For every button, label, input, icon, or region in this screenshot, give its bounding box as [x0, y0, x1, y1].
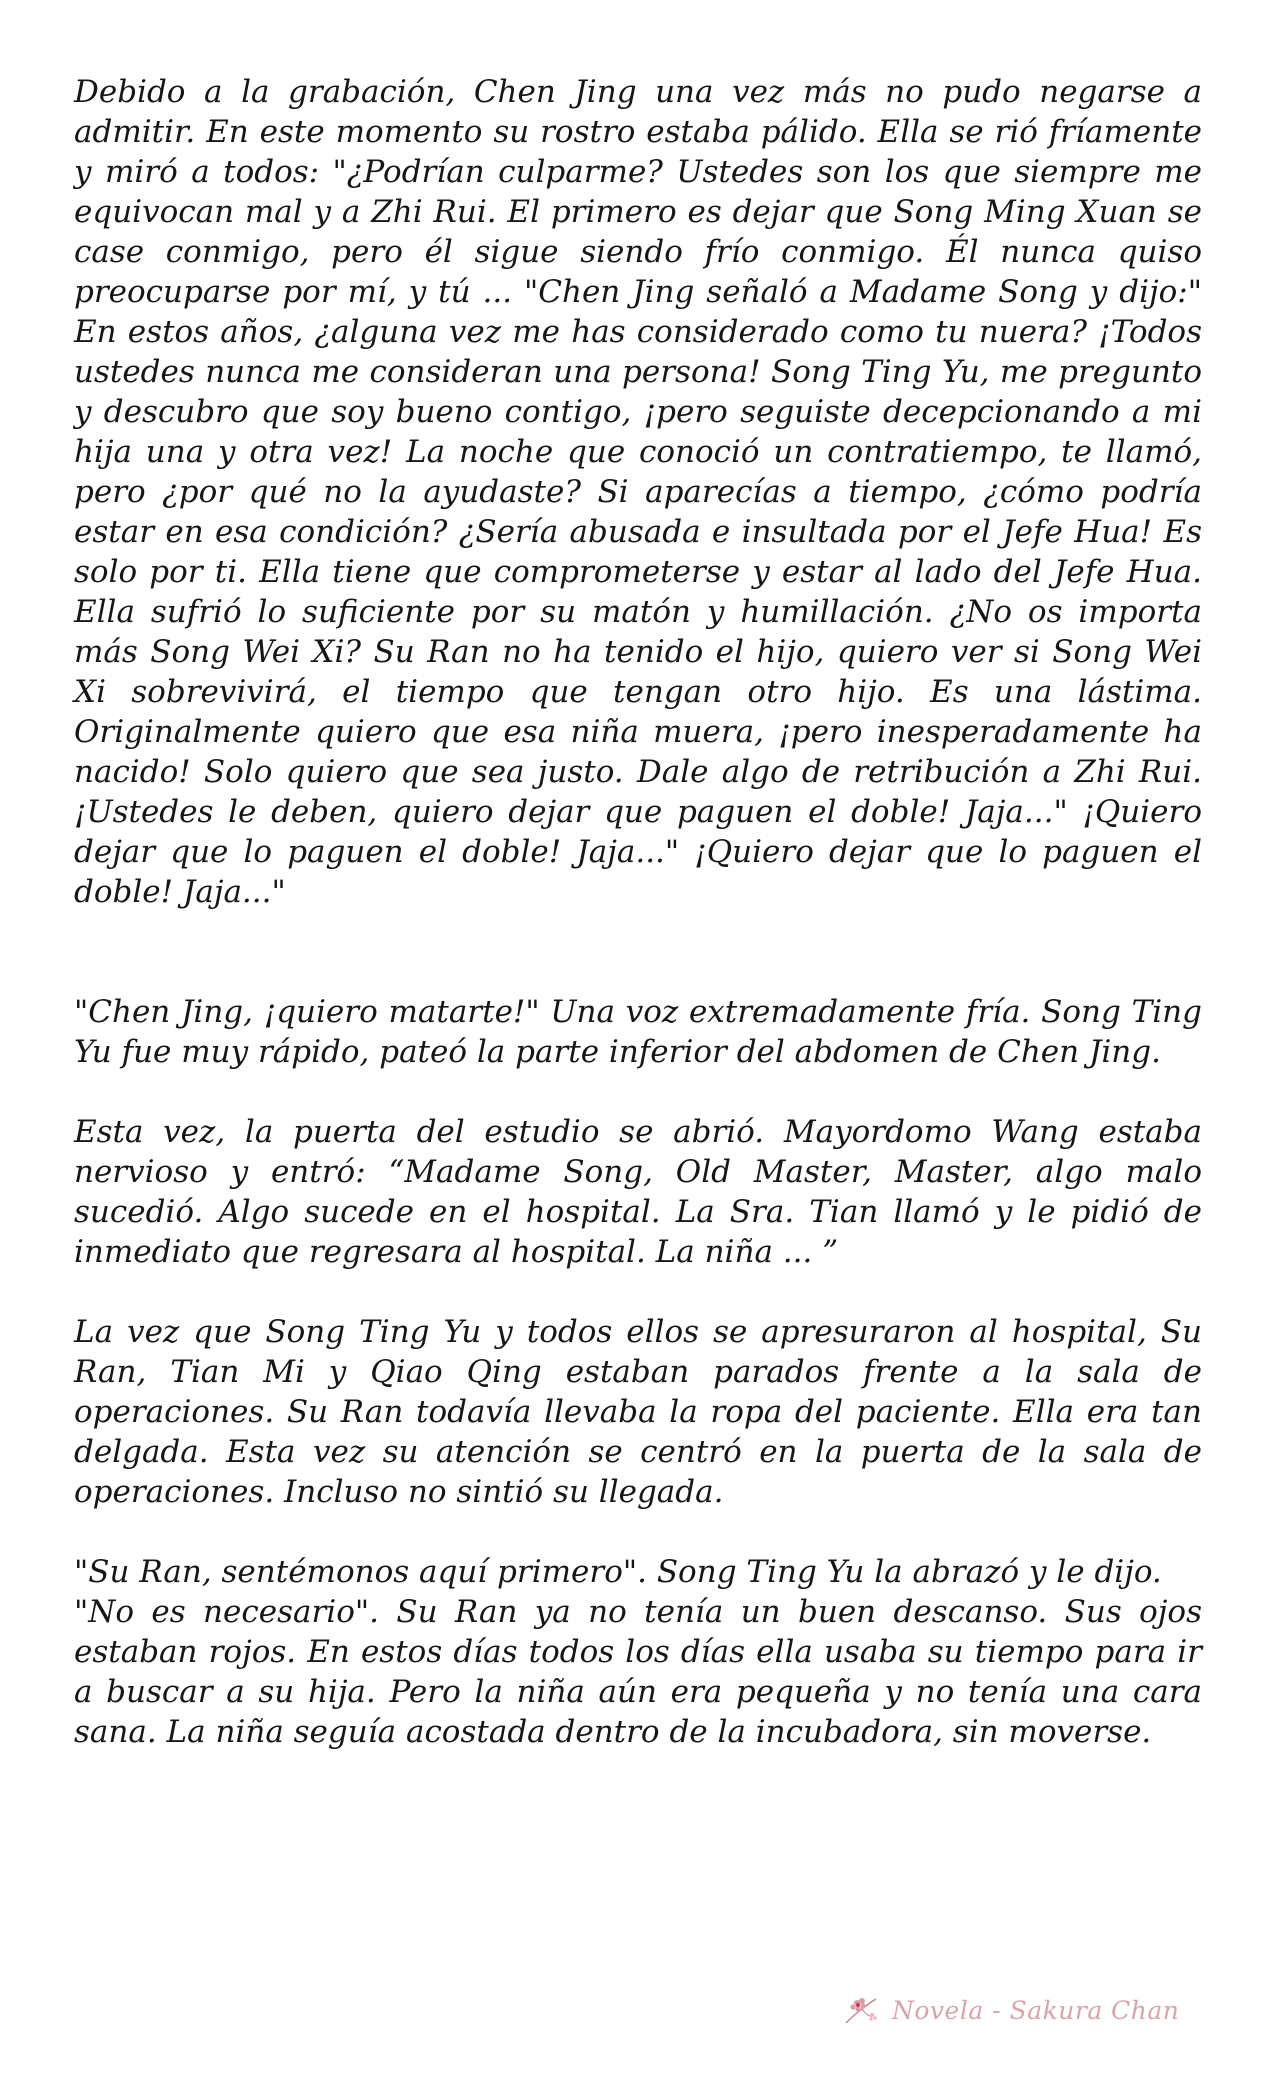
sakura-blossom-icon [842, 1993, 880, 2027]
paragraph-incubator: "No es necesario". Su Ran ya no tenía un buen descanso. Sus ojos estaban rojos. En estos días todos los días ella usaba su tiempo para ir a buscar a su hija. Pero la niña aún era pequeña y no tenía una cara sana. La niña seguía acostada dentro de la incubadora, sin moverse. [74, 1594, 1202, 1750]
paragraph-hospital-arrival: La vez que Song Ting Yu y todos ellos se apresuraron al hospital, Su Ran, Tian Mi y Qiao Qing estaban parados frente a la sala de operaciones. Su Ran todavía llevaba la ropa del paciente. Ella era tan delgada. Esta vez su atención se centró en la puerta de la sala de operaciones. Incluso no sintió su llegada. [74, 1314, 1202, 1510]
paragraph-recording-confession: Debido a la grabación, Chen Jing una vez más no pudo negarse a admitir. En este momento su rostro estaba pálido. Ella se rió fríamente y miró a todos: "¿Podrían culparme? Ustedes son los que siempre me equivocan mal y a Zhi Rui. El primero es dejar que Song Ming Xuan se case conmigo, pero él sigue siendo frío conmigo. Él nunca quiso preocuparse por mí, y tú ... "Chen Jing señaló a Madame Song y dijo:" En estos años, ¿alguna vez me has considerado como tu nuera? ¡Todos ustedes nunca me consideran una persona! Song Ting Yu, me pregunto y descubro que soy bueno contigo, ¡pero seguiste decepcionando a mi hija una y otra vez! La noche que conoció un contratiempo, te llamó, pero ¿por qué no la ayudaste? Si aparecías a tiempo, ¿cómo podría estar en esa condición? ¿Sería abusada e insultada por el Jefe Hua! Es solo por ti. Ella tiene que comprometerse y estar al lado del Jefe Hua. Ella sufrió lo suficiente por su matón y humillación. ¿No os importa más Song Wei Xi? Su Ran no ha tenido el hijo, quiero ver si Song Wei Xi sobrevivirá, el tiempo que tengan otro hijo. Es una lástima. Originalmente quiero que esa niña muera, ¡pero inesperadamente ha nacido! Solo quiero que sea justo. Dale algo de retribución a Zhi Rui. ¡Ustedes le deben, quiero dejar que paguen el doble! Jaja..." ¡Quiero dejar que lo paguen el doble! Jaja..." ¡Quiero dejar que lo paguen el doble! Jaja..." [74, 74, 1202, 910]
paragraph-butler-wang: Esta vez, la puerta del estudio se abrió. Mayordomo Wang estaba nervioso y entró: “Madame Song, Old Master, Master, algo malo sucedió. Algo sucede en el hospital. La Sra. Tian llamó y le pidió de inmediato que regresara al hospital. La niña ... ” [74, 1114, 1202, 1270]
paragraph-sit-down: "Su Ran, sentémonos aquí primero". Song Ting Yu la abrazó y le dijo. [74, 1554, 1162, 1590]
document-body [74, 72, 1202, 1752]
paragraph-chen-jing-kick: "Chen Jing, ¡quiero matarte!" Una voz extremadamente fría. Song Ting Yu fue muy rápido, pateó la parte inferior del abdomen de Chen Jing. [74, 994, 1202, 1070]
watermark-text: Novela - Sakura Chan [892, 1995, 1180, 2025]
watermark [842, 1990, 1179, 2030]
